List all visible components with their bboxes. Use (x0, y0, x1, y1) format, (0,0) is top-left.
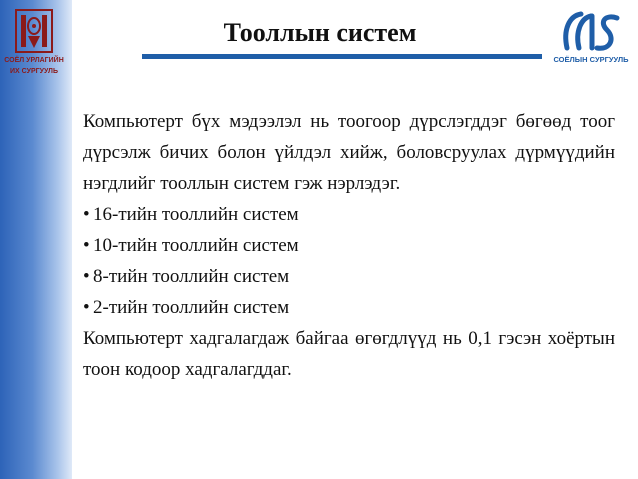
bullet-icon: • (83, 235, 90, 256)
list-item (83, 199, 615, 230)
university-logo (4, 8, 64, 76)
list-item (83, 292, 615, 323)
university-crest-icon (14, 8, 54, 54)
conclusion-paragraph: Компьютерт хадгалагдаж байгаа өгөгдлүүд нь 0,1 гэсэн хоёртын тоон кодоор хадгалагддаг. (83, 328, 615, 380)
school-emblem-icon (559, 10, 623, 54)
slide-title: Тооллын систем (223, 18, 417, 47)
list-item (83, 261, 615, 292)
university-name-line1: СОЁЛ УРЛАГИЙН (4, 57, 64, 64)
university-name-line2: ИХ СУРГУУЛЬ (10, 68, 58, 75)
school-name: СОЁЛЫН СУРГУУЛЬ (553, 55, 629, 64)
list-item-label: 2-тийн тооллийн систем (93, 297, 290, 318)
list-item (83, 230, 615, 261)
list-item-label: 10-тийн тооллийн систем (93, 235, 299, 256)
bullet-icon: • (83, 204, 90, 225)
list-item-label: 8-тийн тооллийн систем (93, 266, 290, 287)
intro-paragraph: Компьютерт бүх мэдээлэл нь тоогоор дүрслэгддэг бөгөөд тоог дүрсэлж бичих болон үйлдэл хийж, боловсруулах дүрмүүдийн нэгдлийг тооллын систем гэж нэрлэдэг. (83, 111, 615, 194)
title-underline (142, 54, 542, 59)
list-item-label: 16-тийн тооллийн систем (93, 204, 299, 225)
bullet-icon: • (83, 297, 90, 318)
number-system-list (83, 199, 615, 323)
bullet-icon: • (83, 266, 90, 287)
slide-body (83, 106, 615, 385)
school-logo (548, 10, 634, 64)
